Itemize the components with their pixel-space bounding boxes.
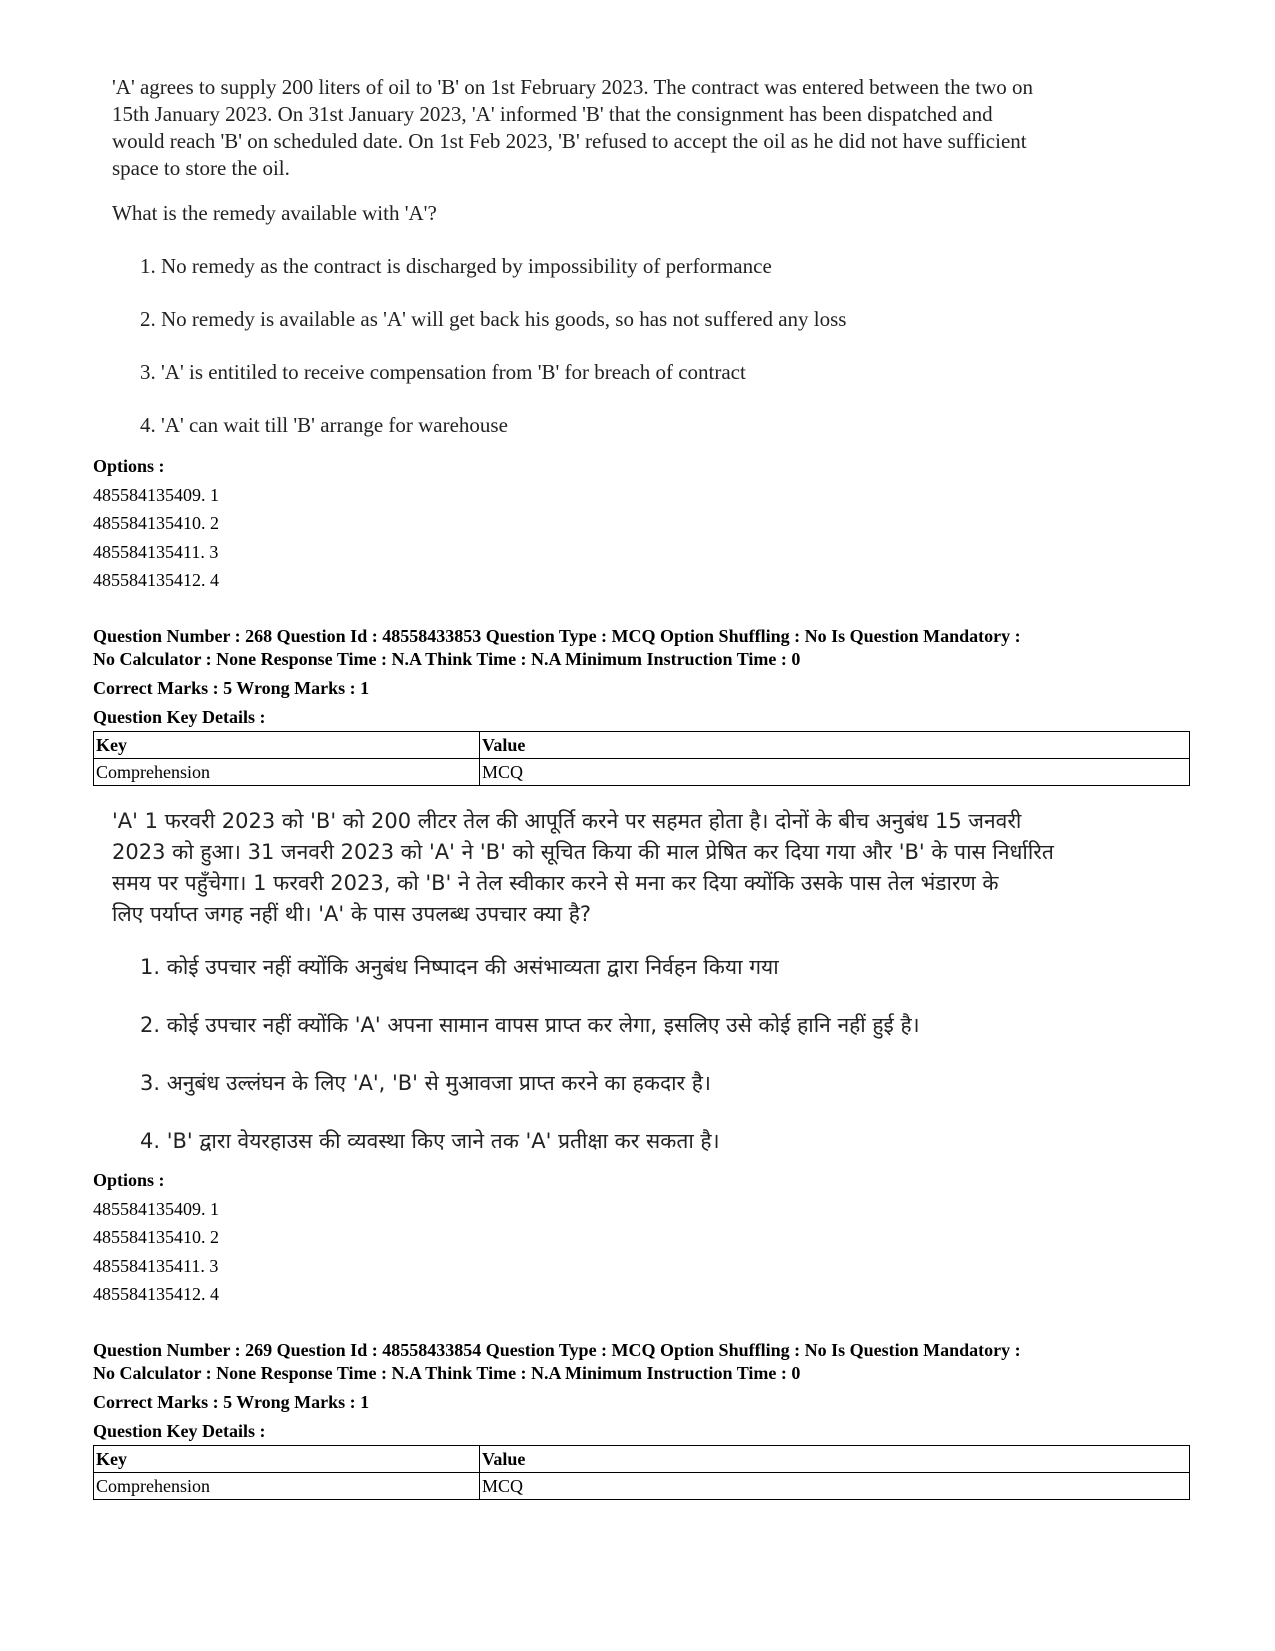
table-cell: MCQ xyxy=(480,759,1190,786)
q268-options xyxy=(93,1166,219,1309)
choice-item: 3. अनुबंध उल्लंघन के लिए 'A', 'B' से मुआवजा प्राप्त करने का हकदार है। xyxy=(140,1071,711,1095)
passage-line: would reach 'B' on scheduled date. On 1st Feb 2023, 'B' refused to accept the oil as he did not have sufficient xyxy=(112,129,1027,153)
option-item[interactable]: 485584135410. 2 xyxy=(93,1227,219,1247)
choice-item: 2. कोई उपचार नहीं क्योंकि 'A' अपना सामान वापस प्राप्त कर लेगा, इसलिए उसे कोई हानि नहीं हुई है। xyxy=(140,1013,920,1037)
meta-line: Question Number : 269 Question Id : 48558433854 Question Type : MCQ Option Shuffling : No Is Question Mandatory : xyxy=(93,1340,1021,1360)
option-item[interactable]: 485584135411. 3 xyxy=(93,1255,219,1276)
meta-line: No Calculator : None Response Time : N.A Think Time : N.A Minimum Instruction Time : 0 xyxy=(93,1363,801,1383)
q267-question: What is the remedy available with 'A'? xyxy=(112,201,437,225)
q268-passage xyxy=(112,806,1192,930)
choice-item: 4. 'A' can wait till 'B' arrange for warehouse xyxy=(140,413,508,437)
options-label: Options : xyxy=(93,1170,165,1190)
option-item[interactable]: 485584135412. 4 xyxy=(93,570,219,590)
q267-options xyxy=(93,452,219,595)
option-item[interactable]: 485584135410. 2 xyxy=(93,513,219,533)
option-item[interactable]: 485584135409. 1 xyxy=(93,1198,219,1219)
q269-key-table xyxy=(93,1445,1190,1500)
table-header-row xyxy=(94,1446,1190,1473)
choice-item: 3. 'A' is entitiled to receive compensation from 'B' for breach of contract xyxy=(140,360,746,384)
key-details-label: Question Key Details : xyxy=(93,707,266,727)
table-row xyxy=(94,1473,1190,1500)
q268-key-table xyxy=(93,731,1190,786)
option-item[interactable]: 485584135411. 3 xyxy=(93,541,219,562)
passage-line: 2023 को हुआ। 31 जनवरी 2023 को 'A' ने 'B' को सूचित किया की माल प्रेषित कर दिया गया और 'B' के पास निर्धारित xyxy=(112,840,1054,864)
passage-line: space to store the oil. xyxy=(112,156,290,180)
meta-line: No Calculator : None Response Time : N.A Think Time : N.A Minimum Instruction Time : 0 xyxy=(93,649,801,669)
q268-meta xyxy=(93,625,1193,729)
table-cell: Comprehension xyxy=(94,1473,480,1500)
q267-choices xyxy=(140,252,846,464)
choice-item: 4. 'B' द्वारा वेयरहाउस की व्यवस्था किए जाने तक 'A' प्रतीक्षा कर सकता है। xyxy=(140,1129,720,1153)
table-header-cell: Value xyxy=(480,1446,1190,1473)
choice-item: 2. No remedy is available as 'A' will get back his goods, so has not suffered any loss xyxy=(140,307,847,331)
table-header-cell: Key xyxy=(94,732,480,759)
q267-passage xyxy=(112,74,1172,182)
options-label: Options : xyxy=(93,456,165,476)
choice-item: 1. कोई उपचार नहीं क्योंकि अनुबंध निष्पादन की असंभाव्यता द्वारा निर्वहन किया गया xyxy=(140,955,779,979)
passage-line: लिए पर्याप्त जगह नहीं थी। 'A' के पास उपलब्ध उपचार क्या है? xyxy=(112,902,592,926)
option-item[interactable]: 485584135409. 1 xyxy=(93,484,219,505)
option-item[interactable]: 485584135412. 4 xyxy=(93,1284,219,1304)
key-details-label: Question Key Details : xyxy=(93,1421,266,1441)
table-cell: MCQ xyxy=(480,1473,1190,1500)
table-cell: Comprehension xyxy=(94,759,480,786)
passage-line: 'A' 1 फरवरी 2023 को 'B' को 200 लीटर तेल की आपूर्ति करने पर सहमत होता है। दोनों के बीच अनुबंध 15 जनवरी xyxy=(112,809,1022,833)
passage-line: 'A' agrees to supply 200 liters of oil to 'B' on 1st February 2023. The contract was entered between the two on xyxy=(112,75,1034,99)
passage-line: समय पर पहुँचेगा। 1 फरवरी 2023, को 'B' ने तेल स्वीकार करने से मना कर दिया क्योंकि उसके पास तेल भंडारण के xyxy=(112,871,999,895)
meta-line: Question Number : 268 Question Id : 48558433853 Question Type : MCQ Option Shuffling : No Is Question Mandatory : xyxy=(93,626,1021,646)
q269-meta xyxy=(93,1339,1193,1443)
table-header-cell: Value xyxy=(480,732,1190,759)
choice-item: 1. No remedy as the contract is discharged by impossibility of performance xyxy=(140,254,772,278)
q268-choices xyxy=(140,952,920,1184)
passage-line: 15th January 2023. On 31st January 2023, 'A' informed 'B' that the consignment has been dispatched and xyxy=(112,102,993,126)
table-header-cell: Key xyxy=(94,1446,480,1473)
marks-line: Correct Marks : 5 Wrong Marks : 1 xyxy=(93,678,370,698)
marks-line: Correct Marks : 5 Wrong Marks : 1 xyxy=(93,1392,370,1412)
table-header-row xyxy=(94,732,1190,759)
table-row xyxy=(94,759,1190,786)
